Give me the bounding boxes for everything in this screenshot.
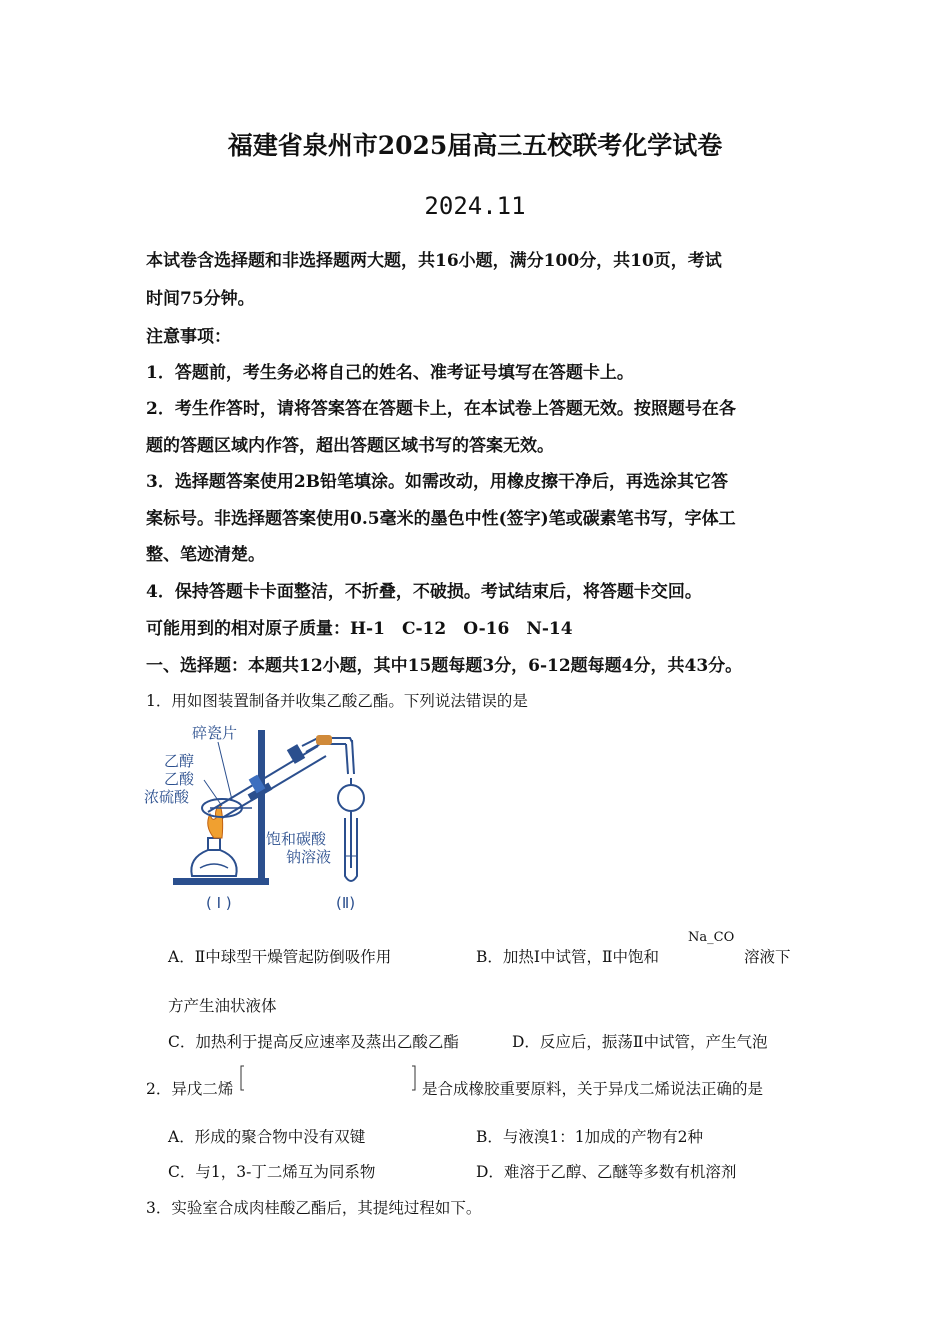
- label-ethanol: 乙醇: [164, 752, 195, 770]
- notes-heading: 注意事项：: [146, 327, 231, 347]
- q1-option-d: D．反应后，振荡Ⅱ中试管，产生气泡: [512, 1033, 768, 1051]
- q2-stem-post: 是合成橡胶重要原料，关于异戊二烯说法正确的是: [422, 1080, 764, 1098]
- q2-option-c: C．与1，3-丁二烯互为同系物: [168, 1163, 376, 1181]
- q1-apparatus-figure: [140, 718, 390, 918]
- q2-option-b: B．与液溴1：1加成的产物有2种: [476, 1128, 703, 1146]
- flame: [208, 804, 223, 838]
- drying-bulb: [338, 785, 364, 811]
- q3-stem: 3．实验室合成肉桂酸乙酯后，其提纯过程如下。: [146, 1199, 482, 1217]
- stand-base: [173, 878, 269, 885]
- note-2-line-2: 题的答题区域内作答，超出答题区域书写的答案无效。: [146, 436, 554, 456]
- q1-option-b: B．加热Ⅰ中试管，Ⅱ中饱和: [476, 948, 660, 966]
- note-4: 4．保持答题卡卡面整洁，不折叠，不破损。考试结束后，将答题卡交回。: [146, 582, 702, 602]
- note-2-line-1: 2．考生作答时，请将答案答在答题卡上，在本试卷上答题无效。按照题号在各: [146, 399, 736, 419]
- stopper: [287, 744, 305, 764]
- note-3-line-2: 案标号。非选择题答案使用0.5毫米的墨色中性(签字)笔或碳素笔书写，字体工: [146, 509, 736, 529]
- label-apparatus-I: ( I ): [206, 894, 232, 912]
- label-acetic: 乙酸: [164, 770, 195, 788]
- page-title: 福建省泉州市2025届高三五校联考化学试卷: [227, 131, 723, 160]
- atomic-masses: 可能用到的相对原子质量：H-1 C-12 O-16 N-14: [146, 619, 573, 639]
- label-carbonate-2: 钠溶液: [286, 848, 332, 866]
- q1-option-b-formula: Na_CO: [688, 930, 735, 945]
- section-1-heading: 一、选择题：本题共12小题，其中15题每题3分，6-12题每题4分，共43分。: [146, 656, 743, 676]
- intro-line-1: 本试卷含选择题和非选择题两大题，共16小题，满分100分，共10页，考试: [146, 251, 722, 271]
- note-3-line-3: 整、笔迹清楚。: [146, 545, 265, 565]
- q1-option-b-suffix: 溶液下: [744, 948, 791, 966]
- q2-option-a: A．形成的聚合物中没有双键: [168, 1128, 366, 1146]
- q1-option-a: A．Ⅱ中球型干燥管起防倒吸作用: [168, 948, 392, 966]
- alcohol-lamp: [191, 850, 236, 876]
- label-carbonate-1: 饱和碳酸: [266, 830, 327, 848]
- q1-stem: 1．用如图装置制备并收集乙酸乙酯。下列说法错误的是: [146, 692, 528, 710]
- q1-option-b-continued: 方产生油状液体: [168, 997, 277, 1015]
- label-chips: 碎瓷片: [192, 724, 238, 742]
- label-apparatus-II: (Ⅱ): [336, 894, 356, 912]
- q2-stem-pre: 2．异戊二烯: [146, 1080, 234, 1098]
- intro-line-2: 时间75分钟。: [146, 289, 255, 309]
- label-sulfuric: 浓硫酸: [144, 788, 190, 806]
- q2-option-d: D．难溶于乙醇、乙醚等多数有机溶剂: [476, 1163, 737, 1181]
- note-1: 1．答题前，考生务必将自己的姓名、准考证号填写在答题卡上。: [146, 363, 634, 383]
- rubber-joint: [316, 735, 332, 745]
- isoprene-structure-placeholder: [240, 1064, 416, 1092]
- q1-option-c: C．加热利于提高反应速率及蒸出乙酸乙酯: [168, 1033, 459, 1051]
- note-3-line-1: 3．选择题答案使用2B铅笔填涂。如需改动，用橡皮擦干净后，再选涂其它答: [146, 472, 729, 492]
- stand-rod: [258, 730, 265, 882]
- exam-date: 2024.11: [424, 192, 526, 220]
